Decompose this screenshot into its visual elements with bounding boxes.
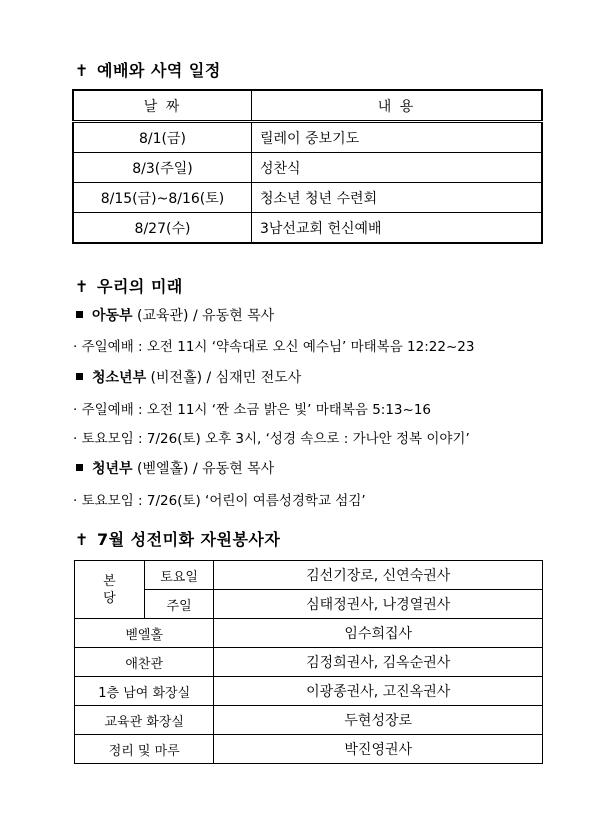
volunteer-place: 1층 남여 화장실 (75, 677, 214, 706)
header-content: 내 용 (252, 90, 543, 122)
future-title (75, 274, 183, 297)
table-row (75, 648, 543, 677)
schedule-title-text: 예배와 사역 일정 (97, 61, 221, 80)
dept-name: 청소년부 (92, 370, 147, 386)
table-row (75, 619, 543, 648)
schedule-date: 8/27(수) (73, 213, 252, 244)
volunteer-names: 김정희권사, 김옥순권사 (214, 648, 543, 677)
volunteer-names: 박진영권사 (214, 735, 543, 764)
dept-heading-youth (76, 367, 301, 387)
list-item: · 토요모임 : 7/26(토) 오후 3시, ‘성경 속으로 : 가나안 정복 이야기’ (73, 431, 470, 447)
volunteer-place: 정리 및 마루 (75, 735, 214, 764)
dept-detail: (비전홀) / 심재민 전도사 (146, 370, 302, 386)
list-item: · 주일예배 : 오전 11시 ‘약속대로 오신 예수님’ 마태복음 12:22~23 (73, 339, 475, 355)
volunteer-names: 임수희집사 (214, 619, 543, 648)
cross-icon: ✝ (75, 277, 89, 296)
volunteer-place: 주일 (144, 590, 214, 619)
schedule-content: 성찬식 (252, 153, 543, 183)
table-row (75, 735, 543, 764)
table-row (73, 183, 542, 213)
dept-heading-young-adults (76, 458, 274, 478)
volunteer-names: 이광종권사, 고진옥권사 (214, 677, 543, 706)
header-date: 날 짜 (73, 90, 252, 122)
volunteer-place: 교육관 화장실 (75, 706, 214, 735)
table-row (73, 153, 542, 183)
dept-heading-children (76, 305, 274, 325)
cross-icon: ✝ (75, 530, 89, 549)
table-row (75, 590, 543, 619)
dept-name: 아동부 (92, 308, 133, 324)
schedule-table (72, 89, 543, 244)
list-item: · 토요모임 : 7/26(토) ‘어린이 여름성경학교 섬김’ (73, 493, 366, 509)
volunteers-title (75, 527, 280, 550)
volunteer-names: 심태정권사, 나경열권사 (214, 590, 543, 619)
volunteers-table (74, 560, 543, 764)
schedule-content: 릴레이 중보기도 (252, 122, 543, 153)
table-row (73, 213, 542, 244)
square-bullet-icon (76, 373, 83, 380)
list-item: · 주일예배 : 오전 11시 ‘짠 소금 밝은 빛’ 마태복음 5:13~16 (73, 402, 432, 418)
volunteer-names: 두현성장로 (214, 706, 543, 735)
group-label-line: 본 (103, 573, 116, 589)
table-row (73, 122, 542, 153)
square-bullet-icon (76, 464, 83, 471)
square-bullet-icon (76, 311, 83, 318)
schedule-date: 8/3(주일) (73, 153, 252, 183)
table-header-row (73, 90, 542, 122)
dept-detail: (벧엘홀) / 유동현 목사 (132, 461, 275, 477)
table-row (75, 561, 543, 590)
schedule-title (75, 58, 221, 81)
dept-detail: (교육관) / 유동현 목사 (132, 308, 275, 324)
schedule-date: 8/15(금)~8/16(토) (73, 183, 252, 213)
volunteer-names: 김선기장로, 신연숙권사 (214, 561, 543, 590)
group-label-main-sanctuary (75, 561, 145, 619)
schedule-content: 3남선교회 헌신예배 (252, 213, 543, 244)
dept-name: 청년부 (92, 461, 133, 477)
group-label-line: 당 (103, 590, 116, 606)
schedule-date: 8/1(금) (73, 122, 252, 153)
volunteer-place: 벧엘홀 (75, 619, 214, 648)
volunteer-place: 토요일 (144, 561, 214, 590)
table-row (75, 677, 543, 706)
cross-icon: ✝ (75, 61, 89, 80)
future-title-text: 우리의 미래 (97, 277, 183, 296)
volunteer-place: 애찬관 (75, 648, 214, 677)
table-row (75, 706, 543, 735)
volunteers-title-text: 7월 성전미화 자원봉사자 (97, 530, 281, 549)
schedule-content: 청소년 청년 수련회 (252, 183, 543, 213)
